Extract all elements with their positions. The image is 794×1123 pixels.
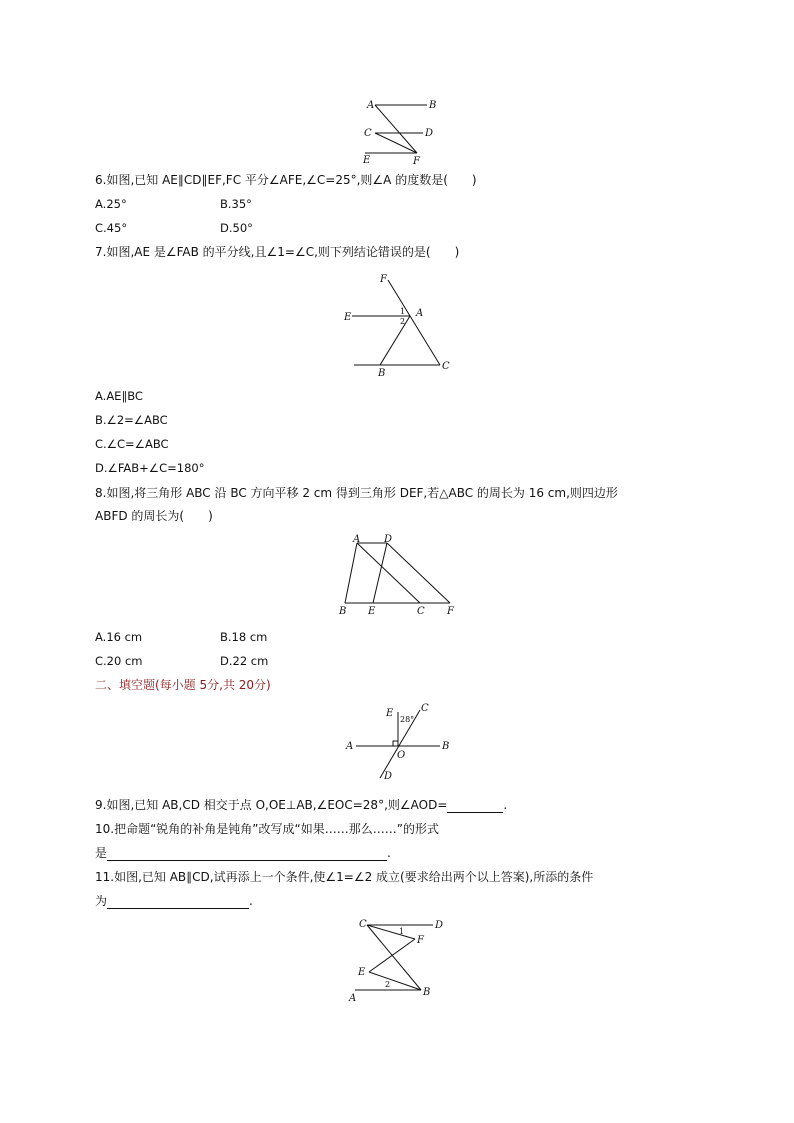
q11-label-b: B	[423, 987, 431, 998]
q8-label-f: F	[447, 606, 454, 617]
q11-label-e: E	[358, 967, 366, 978]
q7-label-e: E	[344, 312, 352, 323]
q6-option-a: A.25°	[95, 197, 127, 211]
q9-label-o: O	[397, 750, 406, 761]
q8-option-c: C.20 cm	[95, 654, 143, 668]
q9-figure	[340, 700, 460, 785]
q9-label-c: C	[421, 703, 429, 714]
q7-option-a: A.AE∥BC	[95, 389, 143, 403]
q9-answer-blank[interactable]	[447, 800, 503, 813]
q7-label-1: 1	[400, 307, 406, 316]
q6-figure	[355, 95, 445, 170]
q9-label-e: E	[386, 708, 394, 719]
q8-text-line1: 8.如图,将三角形 ABC 沿 BC 方向平移 2 cm 得到三角形 DEF,若△ABC 的周长为 16 cm,则四边形	[95, 486, 618, 500]
q11-label-2: 2	[385, 980, 391, 989]
q9-label-angle: 28°	[400, 715, 415, 724]
q11-prefix: 为	[95, 894, 108, 908]
q7-option-d: D.∠FAB+∠C=180°	[95, 461, 205, 475]
q7-figure	[340, 270, 460, 380]
q6-option-b: B.35°	[220, 197, 252, 211]
q8-label-d: D	[384, 534, 393, 545]
q9-question: 9.如图,已知 AB,CD 相交于点 O,OE⊥AB,∠EOC=28°,则∠AOD=	[95, 798, 448, 812]
q10-prefix: 是	[95, 846, 108, 860]
q11-label-c: C	[359, 919, 367, 930]
q7-label-f: F	[380, 274, 387, 285]
q8-option-b: B.18 cm	[220, 630, 268, 644]
q11-label-d: D	[435, 920, 444, 931]
q11-text: 11.如图,已知 AB∥CD,试再添上一个条件,使∠1=∠2 成立(要求给出两个以上答案),所添的条件	[95, 870, 594, 884]
q10-line2	[95, 845, 391, 861]
q6-option-c: C.45°	[95, 221, 128, 235]
q10-text: 10.把命题“锐角的补角是钝角”改写成“如果……那么……”的形式	[95, 822, 439, 836]
q6-label-b: B	[429, 100, 437, 111]
q7-label-2: 2	[400, 317, 406, 326]
q7-option-c: C.∠C=∠ABC	[95, 437, 169, 451]
q6-label-d: D	[425, 128, 434, 139]
q6-label-f: F	[413, 156, 420, 167]
q9-label-b: B	[442, 741, 450, 752]
q8-label-e: E	[368, 606, 376, 617]
q6-label-e: E	[363, 155, 371, 166]
q7-label-b: B	[378, 368, 386, 379]
q9-label-d: D	[384, 771, 393, 782]
q9-end: .	[503, 798, 508, 812]
q9-label-a: A	[346, 741, 354, 752]
q10-answer-blank[interactable]	[107, 848, 387, 861]
q11-answer-blank[interactable]	[107, 896, 249, 909]
q11-label-f: F	[417, 935, 424, 946]
q6-label-a: A	[367, 100, 375, 111]
q10-end: .	[387, 846, 391, 860]
q8-label-a: A	[353, 534, 361, 545]
q6-option-d: D.50°	[220, 221, 253, 235]
q9-text	[95, 797, 507, 813]
q8-option-d: D.22 cm	[220, 654, 269, 668]
q8-label-b: B	[339, 606, 347, 617]
q8-label-c: C	[417, 606, 425, 617]
q7-label-a: A	[416, 308, 424, 319]
q11-line2	[95, 893, 253, 909]
q11-end: .	[249, 894, 253, 908]
q11-figure	[345, 915, 450, 1005]
q11-label-1: 1	[399, 927, 405, 936]
q6-label-c: C	[364, 128, 372, 139]
q7-text: 7.如图,AE 是∠FAB 的平分线,且∠1=∠C,则下列结论错误的是( )	[95, 245, 460, 259]
q8-figure	[335, 533, 465, 618]
q8-option-a: A.16 cm	[95, 630, 143, 644]
q11-label-a: A	[349, 993, 357, 1004]
q7-label-c: C	[442, 361, 450, 372]
q6-text: 6.如图,已知 AE∥CD∥EF,FC 平分∠AFE,∠C=25°,则∠A 的度数是( )	[95, 173, 477, 187]
q8-text-line2: ABFD 的周长为( )	[95, 509, 213, 523]
section-title: 二、填空题(每小题 5分,共 20分)	[95, 678, 271, 692]
q7-option-b: B.∠2=∠ABC	[95, 413, 168, 427]
